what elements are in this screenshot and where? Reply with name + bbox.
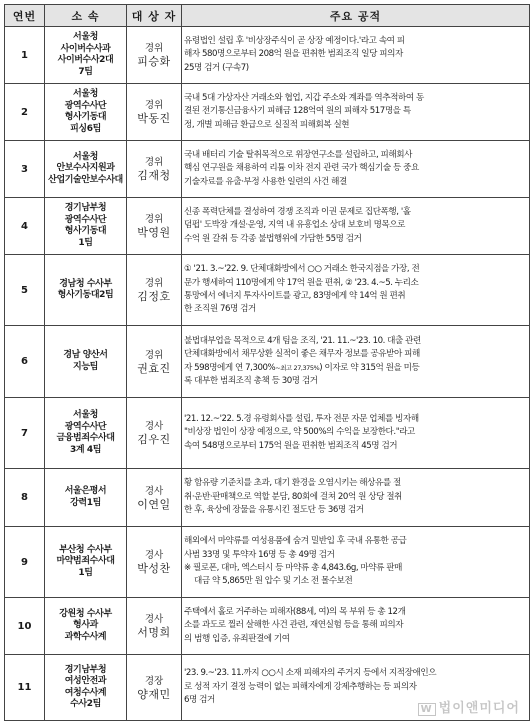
row-unit [45, 398, 127, 469]
unit-line: 광역수사단 [64, 100, 107, 111]
desc-line: 유령법인 설립 후 '비상장주식이 곧 상장 예정이다.'라고 속여 피 [184, 35, 405, 46]
table-row [5, 141, 530, 198]
desc-line: 25명 검거 (구속7) [184, 62, 249, 73]
row-number: 3 [5, 141, 45, 198]
desc-line: 로 성적 자기 결정 능력이 없는 피해자에게 강제추행하는 등 피의자 [184, 681, 417, 692]
row-unit [45, 326, 127, 398]
unit-line: 7팀 [78, 66, 93, 77]
desc-line: 결된 전기통신금융사기 피해금 128억여 원의 피해자 517명을 특 [184, 106, 411, 117]
unit-line: 경기남부청 [64, 664, 107, 675]
row-achievement [182, 27, 530, 84]
unit-line: 과학수사계 [64, 631, 107, 642]
desc-line: 핵심 연구원을 채용하여 리튬 이차 전지 관련 국가 핵심기술 등 중요 [184, 163, 419, 174]
unit-line: 부산청 수사부 [59, 544, 112, 555]
awards-table [4, 4, 530, 721]
row-unit [45, 655, 127, 721]
desc-line: 해외에서 마약류를 여성용품에 숨겨 밀반입 후 국내 유통한 공급 [184, 536, 407, 547]
row-achievement [182, 141, 530, 198]
person-name: 서명희 [137, 626, 171, 639]
unit-line: 형사기동대 [64, 226, 107, 236]
person-name: 김정호 [137, 290, 171, 303]
desc-line: 국내 배터리 기술 탈취목적으로 위장연구소를 설립하고, 피해회사 [184, 149, 412, 160]
row-number: 10 [5, 598, 45, 655]
desc-line: 불법대부업을 목적으로 4개 팀을 조직, '21. 11.~'23. 10. 대출 관련 [184, 335, 421, 346]
person-name: 박성찬 [137, 562, 171, 575]
row-unit [45, 527, 127, 598]
row-unit [45, 84, 127, 141]
desc-line: ※ 필로폰, 대마, 엑스터시 등 마약류 총 4,843.6g, 마약류 판매 [184, 563, 402, 573]
unit-line: 형사기동대2팀 [57, 290, 114, 300]
unit-line: 형사과 [73, 620, 98, 631]
row-person [127, 398, 182, 469]
row-number: 11 [5, 655, 45, 721]
row-achievement [182, 598, 530, 655]
desc-fragment: ) 이자로 약 315억 원을 미등 [319, 362, 420, 373]
desc-line: '23. 9.~'23. 11.까지 ○○시 소재 피해자의 주거지 등에서 지적장애인으 [184, 668, 437, 679]
table-row [5, 27, 530, 84]
unit-line: 여성안전과 [64, 676, 107, 686]
desc-line: 수억 원 갈취 등 각종 불법행위에 가담한 55명 검거 [184, 233, 362, 244]
desc-line: 소를 과도로 찔러 살해한 사건 관련, 재연실험 등을 통해 피의자 [184, 620, 404, 631]
unit-line: 서울청 [73, 32, 98, 42]
row-person [127, 598, 182, 655]
desc-fragment: ~최고 27,375% [275, 363, 320, 372]
row-number: 9 [5, 527, 45, 598]
watermark-logo-icon: W [418, 703, 436, 716]
person-rank: 경위 [144, 100, 164, 111]
desc-line: 한 후, 육상에 장물을 유통시킨 절도단 등 36명 검거 [184, 505, 364, 516]
person-name: 권효진 [137, 361, 171, 375]
row-person [127, 527, 182, 598]
person-rank: 경위 [144, 214, 164, 225]
row-number: 4 [5, 198, 45, 255]
row-number: 6 [5, 326, 45, 398]
table-row [5, 326, 530, 398]
table-row [5, 255, 530, 326]
desc-line: 정, 개별 피해금 환급으로 실질적 피해회복 실현 [184, 119, 350, 130]
desc-line: ① '21. 3.~'22. 9. 단체대화방에서 ○○ 거래소 한국지점을 가장, 전 [184, 264, 420, 275]
watermark-text: 법이앤미디어 [438, 701, 520, 716]
row-number: 1 [5, 27, 45, 84]
desc-line: 대금 약 5,865만 원 압수 및 기소 전 몰수보전 [194, 576, 353, 587]
header-unit: 소 속 [45, 5, 127, 27]
unit-line: 서울은평서 [64, 486, 107, 496]
desc-fragment: 자 598명에게 연 7,300% [184, 362, 276, 373]
desc-line: 통망에서 에너지 투자사이트를 광고, 83명에게 약 14억 원 편취 [184, 291, 406, 301]
unit-line: 형사기동대 [64, 112, 107, 122]
row-person [127, 326, 182, 398]
person-name: 양재민 [137, 687, 171, 701]
person-rank: 경장 [144, 675, 164, 687]
person-rank: 경사 [144, 485, 164, 497]
row-unit [45, 598, 127, 655]
table-row [5, 198, 530, 255]
row-unit [45, 27, 127, 84]
person-rank: 경사 [144, 550, 164, 561]
unit-line: 서울청 [73, 410, 98, 420]
unit-line: 광역수사단 [64, 421, 107, 432]
person-rank: 경사 [144, 614, 164, 625]
table-row [5, 469, 530, 527]
unit-line: 1팀 [78, 237, 93, 248]
row-unit [45, 198, 127, 255]
row-unit [45, 469, 127, 527]
row-person [127, 198, 182, 255]
unit-line: 강원청 수사부 [59, 608, 112, 619]
unit-line: 마약범죄수사대 [56, 556, 115, 567]
desc-line: 6명 검거 [184, 695, 215, 706]
desc-line: 문가 행세하여 110명에게 약 17억 원을 편취, ② '23. 4.~5. 누리소 [184, 277, 419, 288]
unit-line: 1팀 [78, 567, 93, 578]
person-rank: 경위 [144, 349, 164, 361]
desc-line: '21. 12.~'22. 5.경 유령회사를 설립, 투자 전문 자문 업체를 빙자해 [184, 413, 419, 424]
person-name: 박영원 [137, 226, 171, 239]
unit-line: 광역수사단 [64, 214, 107, 225]
row-achievement [182, 469, 530, 527]
desc-line: 속여 548명으로부터 175억 원을 편취한 범죄조직 45명 검거 [184, 440, 398, 451]
desc-line: 의 범행 입증, 유죄판결에 기여 [184, 633, 290, 644]
desc-line: 록 대부한 범죄조직 총책 등 30명 검거 [184, 375, 318, 386]
desc-line: 주택에서 홀로 거주하는 피해자(88세, 여)의 목 부위 등 총 12개 [184, 606, 406, 617]
row-achievement [182, 84, 530, 141]
unit-line: 수사2팀 [70, 699, 101, 709]
row-person [127, 141, 182, 198]
header-person: 대 상 자 [127, 5, 182, 27]
desc-line: "비상장 법인이 상장 예정으로, 약 500%의 수익을 보장한다."라고 [184, 427, 415, 438]
row-person [127, 255, 182, 326]
table-row [5, 598, 530, 655]
unit-line: 지능팀 [73, 361, 98, 372]
table-row [5, 527, 530, 598]
table-header-row [5, 5, 530, 27]
unit-line: 3계 4팀 [69, 444, 102, 455]
desc-line: 사범 33명 및 투약자 16명 등 총 49명 검거 [184, 549, 335, 560]
desc-line: 해자 580명으로부터 208억 원을 편취한 범죄조직 일당 피의자 [184, 49, 403, 60]
desc-line: 기술자료를 유출·부정 사용한 일련의 사건 해결 [184, 176, 347, 187]
row-achievement [182, 255, 530, 326]
unit-line: 산업기술안보수사대 [48, 174, 123, 185]
unit-line: 경기남부청 [64, 203, 107, 213]
row-number: 7 [5, 398, 45, 469]
row-unit [45, 255, 127, 326]
row-person [127, 655, 182, 721]
row-person [127, 27, 182, 84]
desc-line: 국내 5대 가상자산 거래소와 협업, 지갑 주소와 계좌를 역추적하여 동 [184, 92, 424, 103]
unit-line: 경남 양산서 [63, 350, 108, 360]
unit-line: 경남청 수사부 [59, 278, 112, 289]
row-unit [45, 141, 127, 198]
person-rank: 경위 [144, 157, 164, 168]
desc-line: 취·운반·판매책으로 역할 분담, 80회에 걸쳐 20억 원 상당 절취 [184, 491, 402, 502]
person-rank: 경사 [144, 421, 164, 432]
unit-line: 금융범죄수사대 [56, 433, 115, 443]
row-achievement [182, 198, 530, 255]
row-achievement [182, 398, 530, 469]
person-name: 김재청 [137, 169, 171, 182]
person-name: 박동진 [137, 112, 171, 125]
person-rank: 경위 [144, 278, 164, 289]
person-name: 피승화 [137, 55, 171, 68]
unit-line: 사이버수사과 [60, 43, 111, 54]
table-row [5, 398, 530, 469]
row-achievement [182, 326, 530, 398]
person-name: 김우진 [137, 433, 171, 446]
desc-line: 황 함유량 기준치를 초과, 대기 환경을 오염시키는 해상유를 절 [184, 478, 401, 489]
row-number: 2 [5, 84, 45, 141]
table-row [5, 84, 530, 141]
desc-line: 단체대화방에서 채무상환 실적이 좋은 채무자 정보를 공유받아 피해 [184, 349, 420, 360]
unit-line: 사이버수사2대 [57, 55, 114, 65]
person-rank: 경위 [144, 43, 164, 54]
row-number: 5 [5, 255, 45, 326]
row-person [127, 84, 182, 141]
unit-line: 피싱6팀 [70, 123, 101, 134]
unit-line: 서울청 [73, 89, 98, 99]
unit-line: 강력1팀 [70, 497, 101, 508]
desc-line: 한 조직원 76명 검거 [184, 304, 256, 315]
desc-line: 신종 폭력단체를 결성하여 경쟁 조직과 이권 문제로 집단폭행, '홀 [184, 206, 411, 217]
unit-line: 안보수사지원과 [56, 163, 115, 174]
unit-line: 서울청 [73, 151, 98, 162]
publisher-watermark [418, 697, 520, 716]
person-name: 이연일 [137, 497, 171, 511]
header-number: 연번 [5, 5, 45, 27]
desc-line [184, 362, 527, 375]
desc-line: 덤펍' 도박장 개설·운영, 지역 내 유흥업소 상대 보호비 명목으로 [184, 220, 406, 231]
row-person [127, 469, 182, 527]
row-achievement [182, 527, 530, 598]
header-achievement: 주요 공적 [182, 5, 530, 27]
row-number: 8 [5, 469, 45, 527]
unit-line: 여청수사계 [64, 687, 107, 698]
